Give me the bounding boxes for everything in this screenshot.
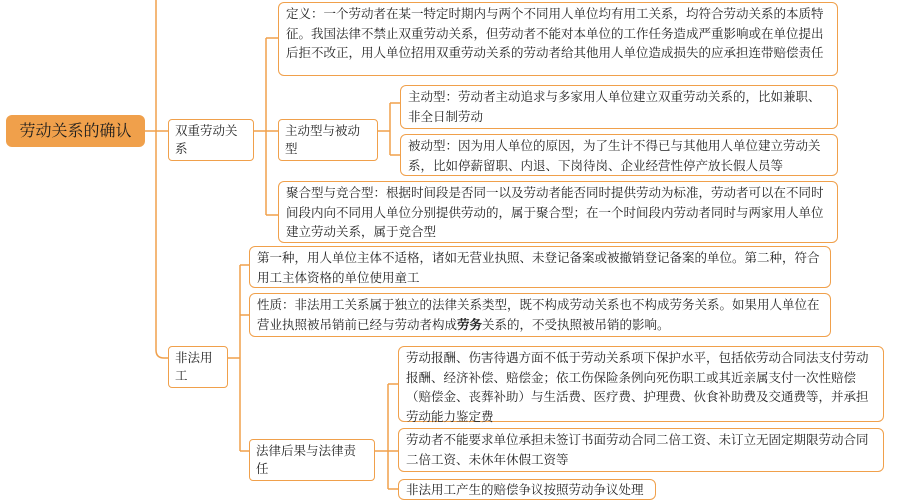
node-legal-consequences[interactable]: 法律后果与法律责任	[249, 439, 375, 481]
node-first-second-kind[interactable]: 第一种，用人单位主体不适格，诸如无营业执照、未登记备案或被撤销登记备案的单位。第二种，符合用工主体资格的单位使用童工	[249, 246, 831, 288]
node-passive-type[interactable]: 被动型：因为用人单位的原因，为了生计不得已与其他用人单位建立劳动关系，比如停薪留职、内退、下岗待岗、企业经营性停产放长假人员等	[400, 134, 838, 176]
node-active-type[interactable]: 主动型：劳动者主动追求与多家用人单位建立双重劳动关系的，比如兼职、非全日制劳动	[400, 85, 838, 129]
node-remuneration-injury[interactable]: 劳动报酬、伤害待遇方面不低于劳动关系项下保护水平，包括依劳动合同法支付劳动报酬、经济补偿、赔偿金；依工伤保险条例向死伤职工或其近亲属支付一次性赔偿（赔偿金、丧葬补助）与生活费、医疗费、护理费、伙食补助费及交通费等，并承担劳动能力鉴定费	[398, 346, 884, 422]
node-active-passive-type[interactable]: 主动型与被动型	[278, 119, 378, 161]
nature-text-after: 关系的，不受执照被吊销的影响。	[482, 316, 670, 332]
node-nature[interactable]	[249, 293, 831, 337]
node-aggregate-concurrent-type[interactable]: 聚合型与竞合型：根据时间段是否同一以及劳动者能否同时提供劳动为标准，劳动者可以在不同时间段内向不同用人单位分别提供劳动的，属于聚合型；在一个时间段内劳动者同时与两家用人单位建立劳动关系，属于竞合型	[278, 181, 838, 243]
node-dispute-handling[interactable]: 非法用工产生的赔偿争议按照劳动争议处理	[398, 479, 656, 500]
branch-dual-labor-relation[interactable]: 双重劳动关系	[168, 119, 254, 161]
root-node[interactable]: 劳动关系的确认	[6, 115, 145, 147]
node-definition[interactable]: 定义：一个劳动者在某一特定时期内与两个不同用人单位均有用工关系，均符合劳动关系的本质特征。我国法律不禁止双重劳动关系，但劳动者不能对本单位的工作任务造成严重影响或在单位提出后拒不改正，用人单位招用双重劳动关系的劳动者给其他用人单位造成损失的应承担连带赔偿责任	[278, 2, 838, 76]
nature-text-before: 性质：非法用工关系属于独立的法律关系类型，既不构成劳动关系也不构成劳务关系。如果用人单位在营业执照被吊销前已经与劳动者构成	[257, 297, 820, 332]
node-no-double-wages[interactable]: 劳动者不能要求单位承担未签订书面劳动合同二倍工资、未订立无固定期限劳动合同二倍工资、未休年休假工资等	[398, 428, 884, 472]
branch-illegal-employment[interactable]: 非法用工	[168, 346, 228, 388]
nature-text-bold: 劳务	[457, 316, 483, 332]
